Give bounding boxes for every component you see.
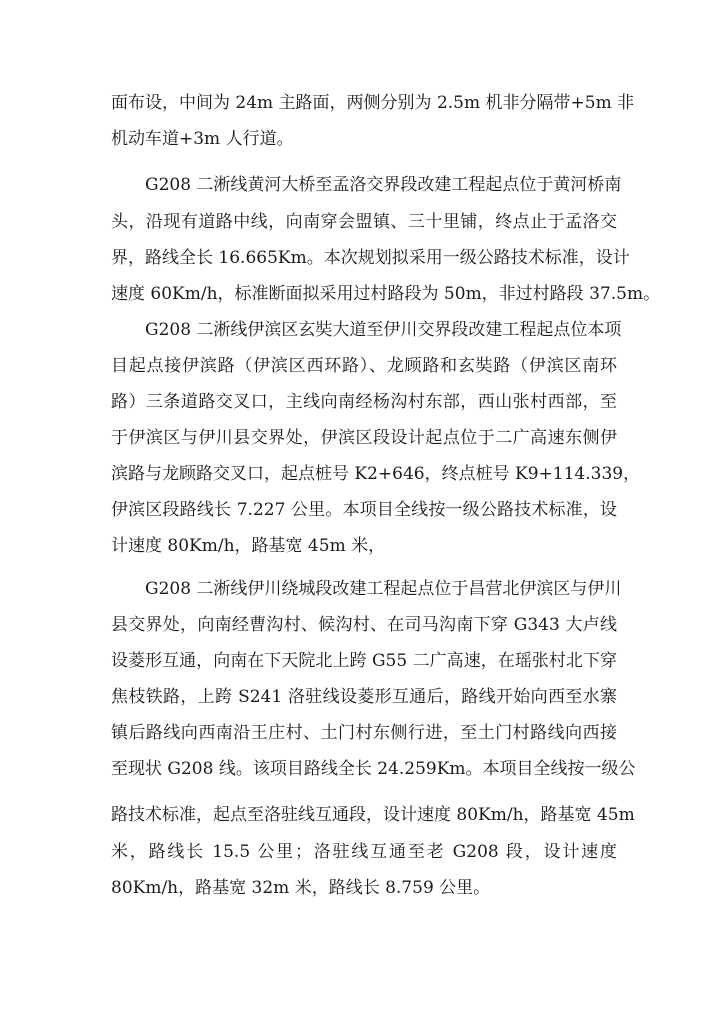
text-line: G208 二淅线黄河大桥至孟洛交界段改建工程起点位于黄河桥南 xyxy=(145,175,622,195)
text-line: 于伊滨区与伊川县交界处，伊滨区段设计起点位于二广高速东侧伊 xyxy=(111,428,617,448)
text-line: 设菱形互通，向南在下天院北上跨 G55 二广高速，在瑶张村北下穿 xyxy=(111,651,617,671)
text-line: 焦枝铁路，上跨 S241 洛驻线设菱形互通后，路线开始向西至水寨 xyxy=(111,687,617,707)
text-line: 滨路与龙顾路交叉口，起点桩号 K2+646，终点桩号 K9+114.339， xyxy=(111,464,641,484)
text-line: 计速度 80Km/h，路基宽 45m 米， xyxy=(111,536,386,556)
text-line: 80Km/h，路基宽 32m 米，路线长 8.759 公里。 xyxy=(111,878,491,898)
text-line: 界，路线全长 16.665Km。本次规划拟采用一级公路技术标准，设计 xyxy=(111,248,630,268)
text-line: 速度 60Km/h，标准断面拟采用过村路段为 50m，非过村路段 37.5m。 xyxy=(111,284,661,304)
text-line: 机动车道+3m 人行道。 xyxy=(111,129,294,149)
text-line: 伊滨区段路线长 7.227 公里。本项目全线按一级公路技术标准，设 xyxy=(111,500,617,520)
text-line: 路技术标准，起点至洛驻线互通段，设计速度 80Km/h，路基宽 45m xyxy=(111,805,635,825)
text-line: 头，沿现有道路中线，向南穿会盟镇、三十里铺，终点止于孟洛交 xyxy=(111,212,617,232)
text-line: 目起点接伊滨路（伊滨区西环路）、龙顾路和玄奘路（伊滨区南环 xyxy=(111,356,617,376)
text-line: 路）三条道路交叉口，主线向南经杨沟村东部，西山张村西部，至 xyxy=(111,392,617,412)
text-line: 米，路线长 15.5 公里；洛驻线互通至老 G208 段，设计速度 xyxy=(111,842,617,862)
text-line: 至现状 G208 线。该项目路线全长 24.259Km。本项目全线按一级公 xyxy=(111,759,636,779)
text-line: 县交界处，向南经曹沟村、候沟村、在司马沟南下穿 G343 大卢线 xyxy=(111,615,617,635)
text-line: 面布设，中间为 24m 主路面，两侧分别为 2.5m 机非分隔带+5m 非 xyxy=(111,93,635,113)
text-line: G208 二淅线伊川绕城段改建工程起点位于昌营北伊滨区与伊川 xyxy=(145,579,622,599)
text-line: 镇后路线向西南沿王庄村、土门村东侧行进，至土门村路线向西接 xyxy=(111,723,617,743)
text-line: G208 二淅线伊滨区玄奘大道至伊川交界段改建工程起点位本项 xyxy=(145,320,622,340)
